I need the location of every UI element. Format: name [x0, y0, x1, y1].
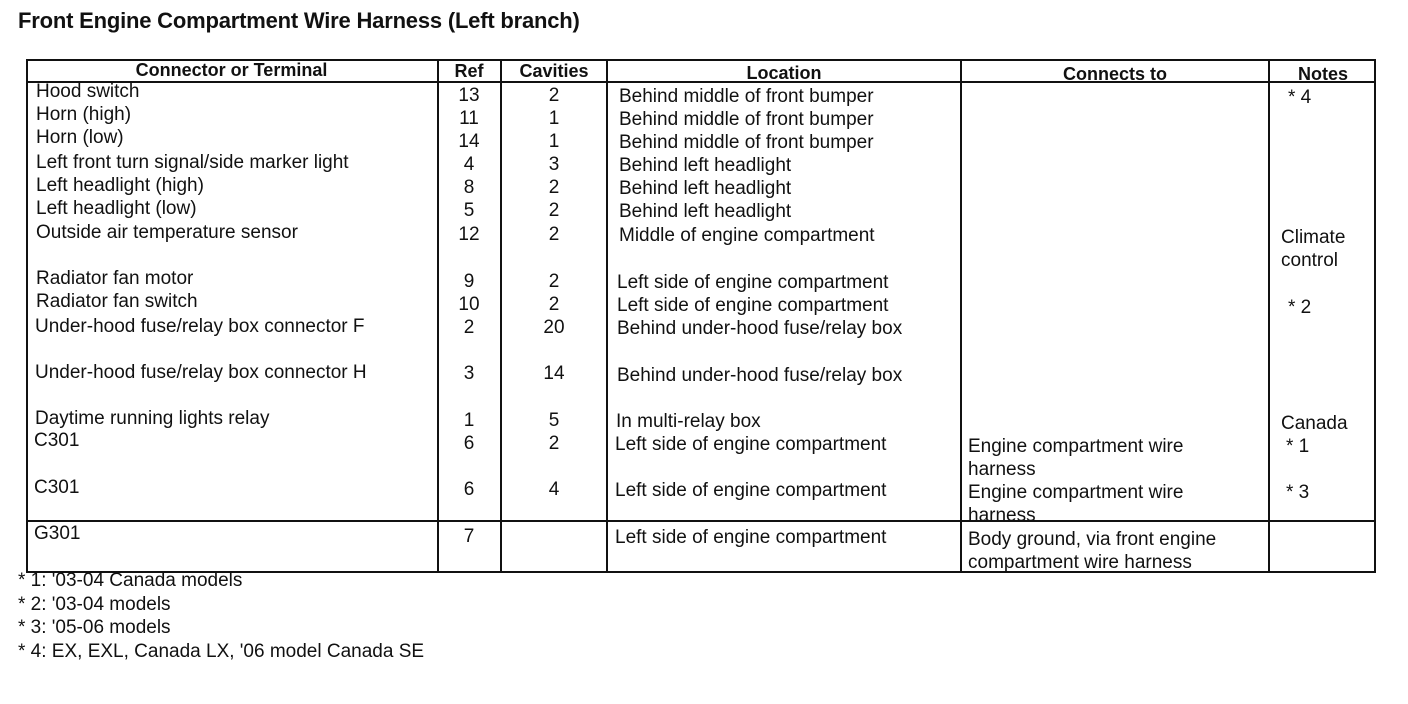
- cell-connector: Outside air temperature sensor: [36, 222, 298, 243]
- cell-location: Behind middle of front bumper: [619, 86, 874, 107]
- cell-ref: 13: [458, 85, 480, 106]
- cell-connector: Hood switch: [36, 81, 140, 102]
- cell-connector: G301: [34, 523, 81, 544]
- cell-location: Left side of engine compartment: [617, 295, 889, 316]
- cell-location: Behind under-hood fuse/relay box: [617, 318, 903, 339]
- cell-ref: 9: [463, 271, 475, 292]
- cell-notes: Climate control: [1281, 227, 1346, 271]
- header-connector: Connector or Terminal: [135, 60, 328, 80]
- cell-connector: Left headlight (low): [36, 198, 197, 219]
- cell-ref: 1: [463, 410, 475, 431]
- cell-cavities: 2: [548, 224, 560, 245]
- cell-location: Left side of engine compartment: [615, 480, 887, 501]
- cell-connector: Left headlight (high): [36, 175, 204, 196]
- cell-location: Left side of engine compartment: [617, 272, 889, 293]
- col-divider-3: [606, 59, 608, 573]
- cell-notes: * 2: [1288, 297, 1312, 318]
- cell-connector: Left front turn signal/side marker light: [36, 152, 349, 173]
- cell-location: Middle of engine compartment: [619, 225, 875, 246]
- cell-cavities: 14: [543, 363, 565, 384]
- cell-cavities: 2: [548, 433, 560, 454]
- header-ref: Ref: [454, 61, 484, 81]
- wire-harness-table: [26, 59, 1376, 573]
- cell-cavities: 4: [548, 479, 560, 500]
- cell-location: Behind middle of front bumper: [619, 132, 874, 153]
- cell-connector: Daytime running lights relay: [35, 408, 270, 429]
- cell-ref: 7: [463, 526, 475, 547]
- cell-ref: 6: [463, 479, 475, 500]
- header-cavities: Cavities: [519, 61, 589, 81]
- cell-connector: C301: [34, 477, 80, 498]
- cell-notes: * 1: [1286, 436, 1310, 457]
- cell-ref: 8: [463, 177, 475, 198]
- cell-connector: C301: [34, 430, 80, 451]
- col-divider-4: [960, 59, 962, 573]
- cell-notes: * 4: [1288, 87, 1312, 108]
- footnote: * 2: '03-04 models: [18, 593, 171, 615]
- cell-ref: 10: [458, 294, 480, 315]
- cell-connector: Horn (high): [36, 104, 132, 125]
- cell-cavities: 2: [548, 200, 560, 221]
- cell-notes: * 3: [1286, 482, 1310, 503]
- cell-cavities: 2: [548, 294, 560, 315]
- cell-connector: Under-hood fuse/relay box connector F: [35, 316, 365, 337]
- footnote: * 3: '05-06 models: [18, 617, 171, 638]
- cell-location: Behind left headlight: [619, 178, 792, 199]
- header-location: Location: [746, 63, 822, 83]
- cell-cavities: 2: [548, 85, 560, 106]
- cell-cavities: 2: [548, 177, 560, 198]
- cell-notes: Canada: [1281, 413, 1348, 434]
- cell-ref: 2: [463, 317, 475, 338]
- footnote: * 1: '03-04 Canada models: [18, 570, 243, 591]
- cell-location: Behind left headlight: [619, 155, 792, 176]
- cell-ref: 3: [463, 363, 475, 384]
- cell-ref: 6: [463, 433, 475, 454]
- header-notes: Notes: [1297, 64, 1348, 84]
- cell-location: Behind left headlight: [619, 201, 792, 222]
- cell-connector: Under-hood fuse/relay box connector H: [35, 362, 367, 383]
- cell-cavities: 3: [548, 154, 560, 175]
- cell-location: In multi-relay box: [616, 411, 761, 432]
- cell-connects-to: Body ground, via front engine compartment wire harness: [968, 529, 1217, 573]
- cell-cavities: 1: [548, 131, 560, 152]
- col-divider-5: [1268, 59, 1270, 573]
- cell-connector: Radiator fan motor: [36, 268, 194, 289]
- cell-connector: Horn (low): [36, 127, 124, 148]
- cell-location: Left side of engine compartment: [615, 527, 887, 548]
- header-connects-to: Connects to: [1062, 64, 1167, 84]
- cell-ref: 5: [463, 200, 475, 221]
- cell-ref: 14: [458, 131, 480, 152]
- cell-connects-to: Engine compartment wire harness: [968, 482, 1184, 526]
- cell-ref: 4: [463, 154, 475, 175]
- page-title: Front Engine Compartment Wire Harness (Left branch): [18, 8, 580, 33]
- cell-cavities: 20: [543, 317, 565, 338]
- footnote: * 4: EX, EXL, Canada LX, '06 model Canada SE: [18, 640, 425, 662]
- cell-connector: Radiator fan switch: [36, 291, 198, 312]
- cell-location: Left side of engine compartment: [615, 434, 887, 455]
- cell-cavities: 2: [548, 271, 560, 292]
- cell-ref: 11: [459, 108, 479, 129]
- cell-ref: 12: [458, 224, 480, 245]
- cell-cavities: 1: [548, 108, 560, 129]
- cell-location: Behind middle of front bumper: [619, 109, 874, 130]
- cell-cavities: 5: [548, 410, 560, 431]
- cell-location: Behind under-hood fuse/relay box: [617, 365, 903, 386]
- cell-connects-to: Engine compartment wire harness: [968, 436, 1184, 480]
- footnotes: [18, 569, 424, 663]
